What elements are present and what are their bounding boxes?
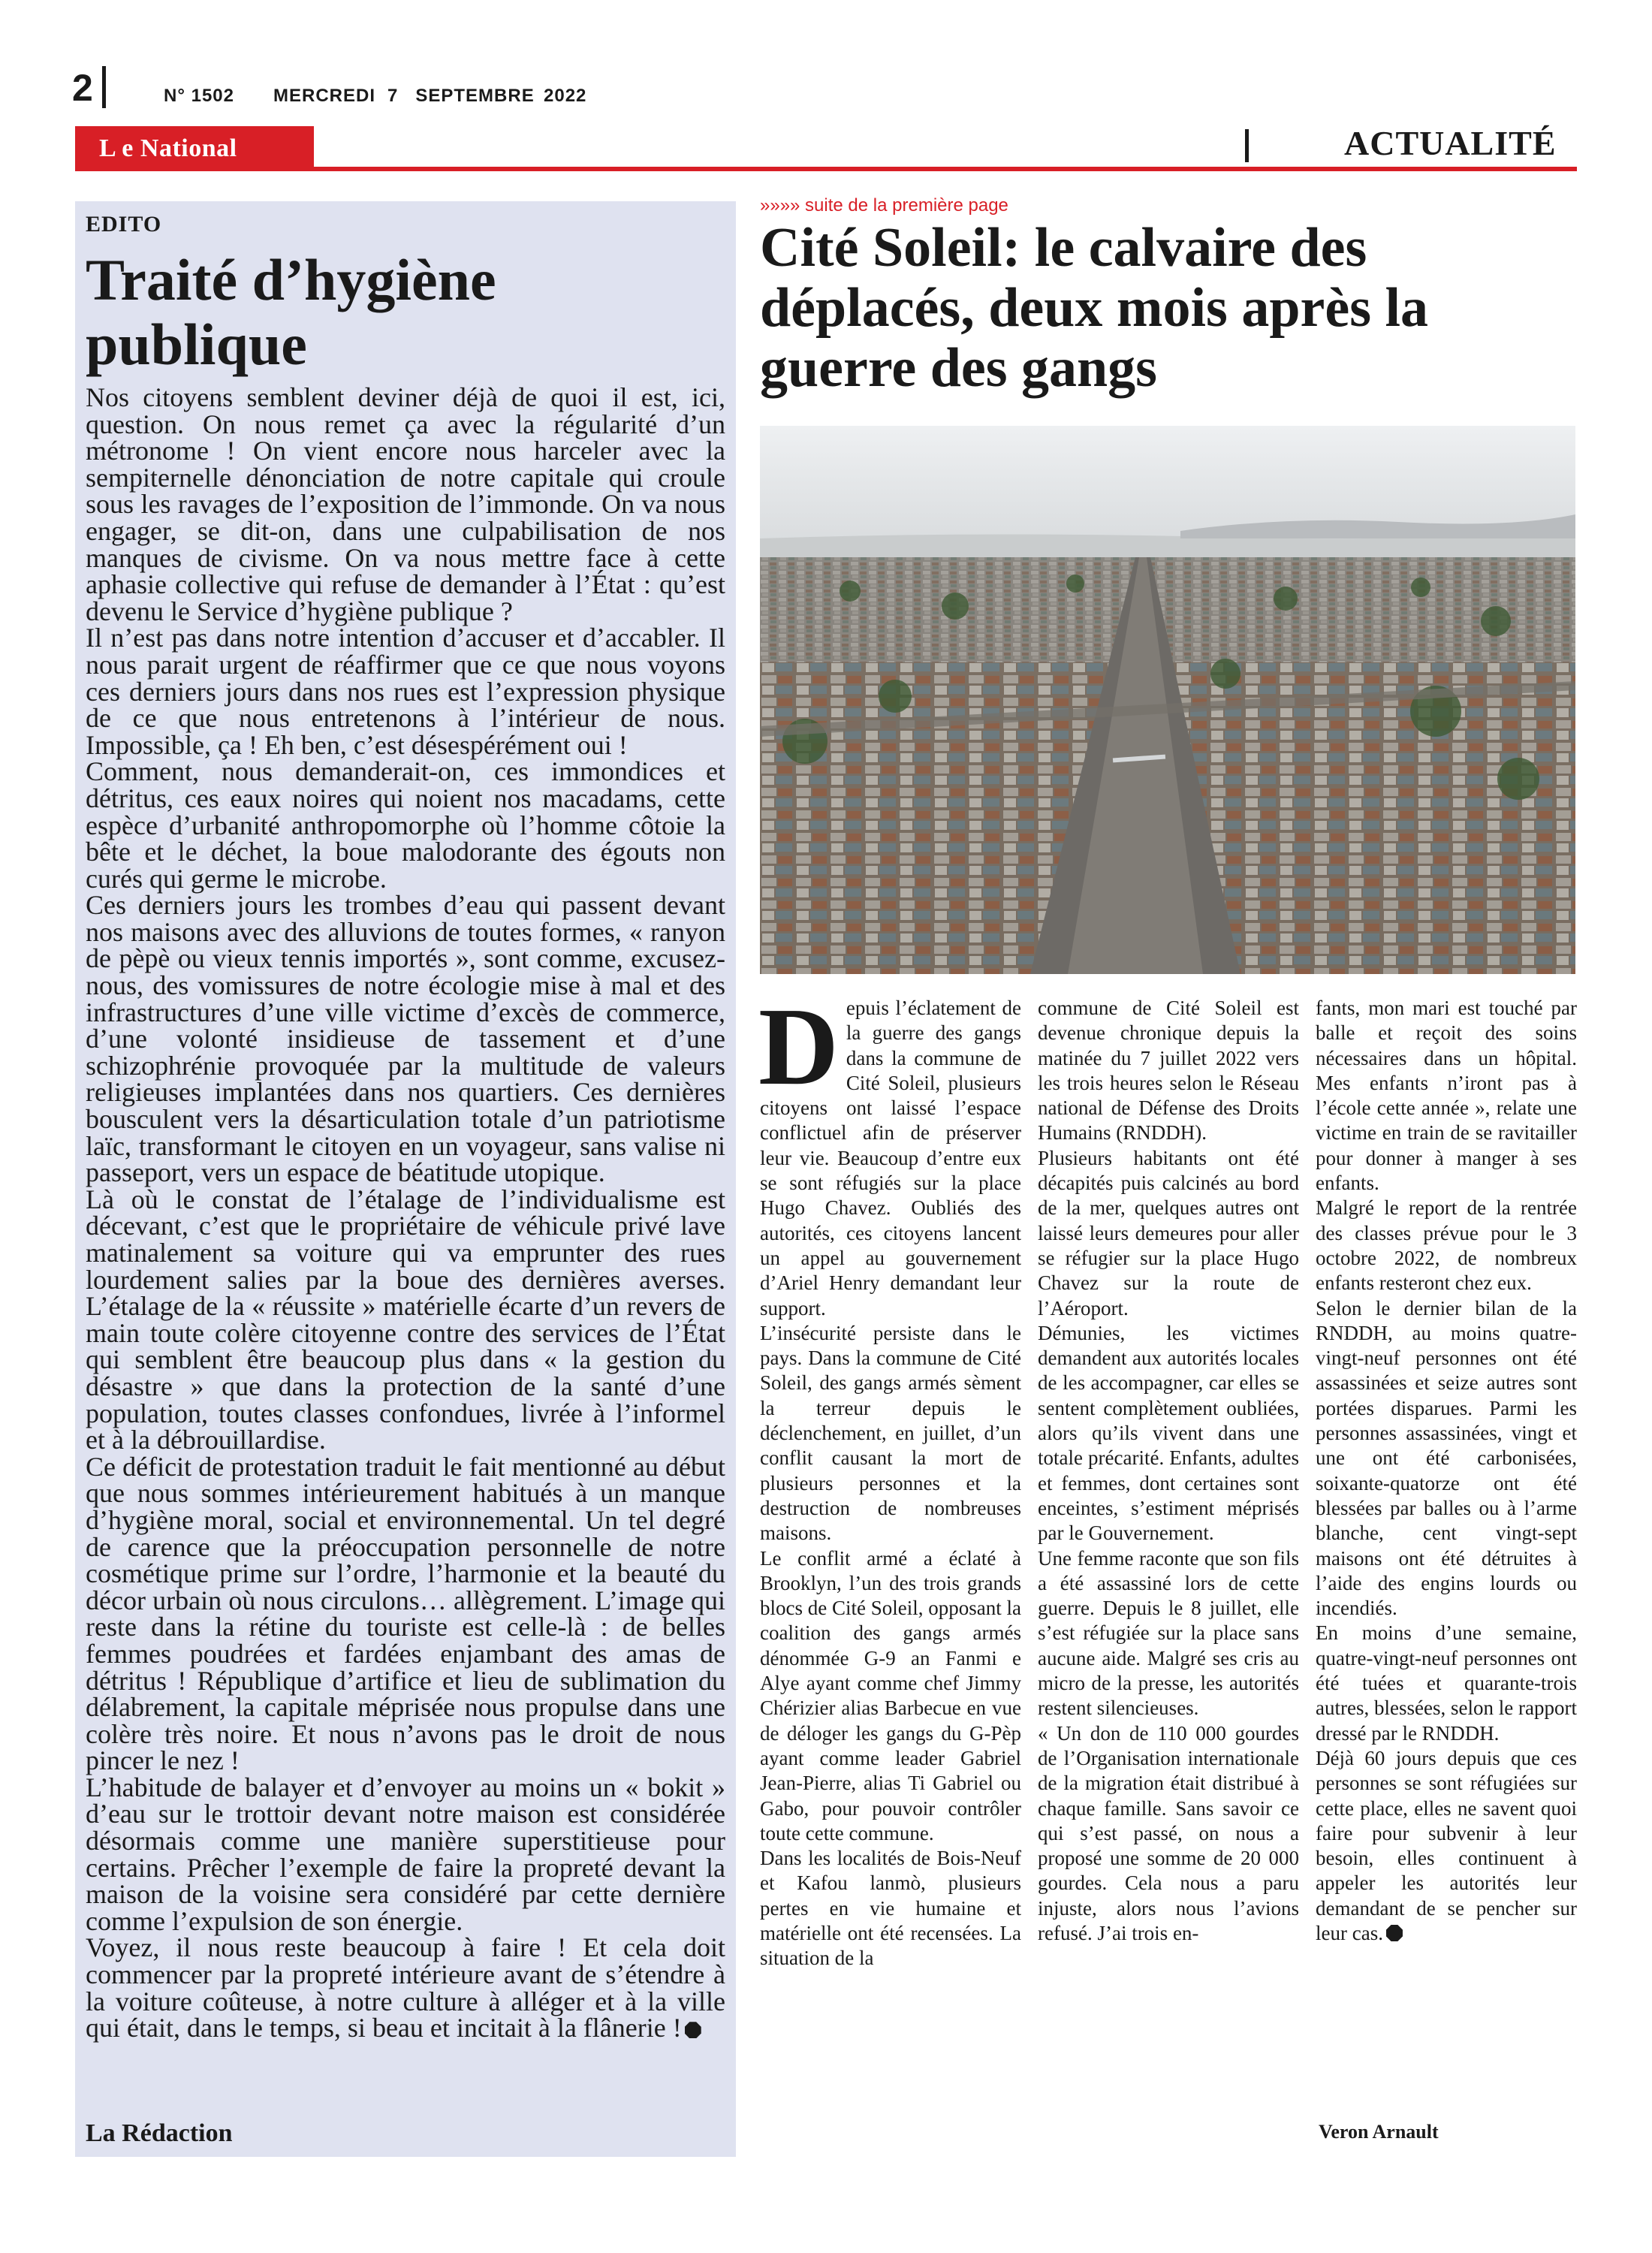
article-paragraph-text: epuis l’éclatement de la guerre des gangs dans la commune de Cité Soleil, plusieurs citoyens ont laissé l’espace conflictuel afin de préserver leur vie. Beaucoup d’entre eux se sont réfugiés sur la place Hugo Chavez. Oubliés des autorités, ces citoyens lancent un appel au gouvernement d’Ariel Henry demandant leur support. [760,997,1021,1320]
page-number-divider [102,66,106,108]
edito-signature: La Rédaction [86,2119,233,2147]
article-paragraph-last [1316,1746,1577,1946]
article-paragraph: L’insécurité persiste dans le pays. Dans la commune de Cité Soleil, des gangs armés sèment la terreur depuis le déclenchement, en juillet, d’un conflit causant la mort de plusieurs personnes et la destruction de nombreuses maisons. [760,1321,1021,1545]
issue-day: MERCREDI [273,86,376,106]
article-column-2 [1038,996,1299,1946]
edito-paragraph: Comment, nous demanderait-on, ces immondices et détritus, ces eaux noires qui noient nos macadams, cette espèce d’urbanité anthropomorphe où l’homme côtoie la bête et le déchet, la boue malodorante des égouts non curés qui germe le microbe. [86,756,725,894]
article-paragraph: fants, mon mari est touché par balle et reçoit des soins nécessaires dans un hôpital. Mes enfants n’iront pas à l’école cette année », relate une victime en train de se ravitailler pour donner à manger à ses enfants. [1316,997,1577,1195]
edito-paragraph: Ces derniers jours les trombes d’eau qui passent devant nos maisons avec des alluvions de toutes formes, « ranyon de pèpè ou vieux tennis importés », sont comme, excusez-nous, des vomissures de notre écologie mise à mal et des infrastructures d’une ville victime d’excès de commerce, d’une volonté insidieuse de tassement et d’une schizophrénie provoquée par la multitude de valeurs religieuses implantées dans nos quartiers. Ces dernières bousculent vers la désarticulation totale d’un patriotisme laïc, transformant le citoyen en un voyageur, sans valise ni passeport, vers un espace de béatitude utopique. [86,890,725,1188]
issue-date: 7 SEPTEMBRE [387,86,535,106]
section-divider [1245,129,1249,162]
article-column-1 [758,985,1021,1971]
article-author: Veron Arnault [1319,2121,1439,2143]
edito-paragraph-last [86,1932,725,2043]
article-kicker: »»»» suite de la première page [760,195,1008,216]
edito-paragraph-text: Voyez, il nous reste beaucoup à faire ! Et cela doit commencer par la propreté intérieure avant de s’étendre à la voiture coûteuse, à notre culture à alléger et à la ville qui était, dans le temps, si beau et incitait à la flânerie ! [86,1932,725,2043]
end-mark-icon [1386,1925,1403,1941]
edito-paragraph: Nos citoyens semblent deviner déjà de quoi il est, ici, question. On nous remet ça avec la régularité d’un métronome ! On vient encore nous harceler avec la sempiternelle dénonciation de notre capitale qui croule sous les ravages de l’exposition de l’immonde. On va nous engager, se dit-on, dans une culpabilisation de nos manques de civisme. On va nous mettre face à cette aphasie collective qui refuse de demander à l’État : qu’est devenu le Service d’hygiène publique ? [86,382,725,626]
article-column-3 [1316,996,1577,1946]
aerial-city-photo [760,426,1575,974]
end-mark-icon [685,2022,701,2038]
article-paragraph: Malgré le report de la rentrée des classes prévue pour le 3 octobre 2022, de nombreux enfants resteront chez eux. [1316,1196,1577,1295]
drop-cap: D [758,985,839,1108]
header-rule [75,167,1577,171]
issue-number: N° 1502 [164,86,234,106]
edito-label: EDITO [86,212,162,237]
section-label: ACTUALITÉ [1344,124,1557,162]
page-number: 2 [72,67,93,109]
article-paragraph-text: Déjà 60 jours depuis que ces personnes se sont réfugiées sur cette place, elles ne savent quoi faire pour subvenir à leur besoin, elles continuent à appeler les autorités leur demandant de se pencher sur leur cas. [1316,1746,1577,1944]
edito-paragraph: L’habitude de balayer et d’envoyer au moins un « bokit » d’eau sur le trottoir devant notre maison est considérée désormais comme une manière superstitieuse pour certains. Prêcher l’exemple de faire la propreté devant la maison de la voisine sera considéré par cette dernière comme l’expulsion de son énergie. [86,1772,725,1936]
article-paragraph: Une femme raconte que son fils a été assassiné lors de cette guerre. Depuis le 8 juillet, elle s’est réfugiée sur la place sans aucune aide. Malgré ses cris au micro de la presse, les autorités restent silencieuses. [1038,1546,1299,1720]
edito-title: Traité d’hygiène publique [86,247,496,377]
article-paragraph: Plusieurs habitants ont été décapités puis calcinés au bord de la mer, quelques autres ont laissé leurs demeures pour aller se réfugier sur la place Hugo Chavez sur la route de l’Aéroport. [1038,1146,1299,1320]
article-paragraph [758,985,1021,1321]
article-paragraph: Dans les localités de Bois-Neuf et Kafou lanmò, plusieurs pertes en vie humaine et matérielle ont été recensées. La situation de la [760,1847,1021,1970]
edito-body [86,382,725,2043]
article-paragraph: Selon le dernier bilan de la RNDDH, au moins quatre-vingt-neuf personnes ont été assassinées et seize autres sont portées disparues. Parmi les personnes assassinées, vingt et une ont été carbonisées, soixante-quatorze ont été blessées par balles ou à l’arme blanche, cent vingt-sept maisons ont été détruites à l’aide des engins lourds ou incendiés. [1316,1296,1577,1620]
brand-name: L e National [99,134,237,162]
article-paragraph: En moins d’une semaine, quatre-vingt-neuf personnes ont été tuées et quarante-trois autres, blessées, selon le rapport dressé par le RNDDH. [1316,1621,1577,1745]
edito-paragraph: Ce déficit de protestation traduit le fait mentionné au début que nous sommes intérieurement habitués à un manque d’hygiène moral, social et environnemental. Un tel degré de carence que la préoccupation personnelle de notre cosmétique prime sur l’ordre, l’harmonie et la beauté du décor urbain où nous circulons… allègrement. L’image qui reste dans la rétine du touriste est celle-là : de belles femmes poudrées et fardées enjambant des amas de détritus ! République d’artifice et lieu de sublimation du délabrement, la capitale méprisée nous propulse dans une colère très noire. Et nous n’avons pas le droit de nous pincer le nez ! [86,1451,725,1776]
article-paragraph: Le conflit armé a éclaté à Brooklyn, l’un des trois grands blocs de Cité Soleil, opposant la coalition des gangs armés dénommée G-9 an Fanmi e Alye ayant comme chef Jimmy Chérizier alias Barbecue en vue de déloger les gangs du G-Pèp ayant comme leader Gabriel Jean-Pierre, alias Ti Gabriel ou Gabo, pour pouvoir contrôler toute cette commune. [760,1546,1021,1844]
edito-paragraph: Là où le constat de l’étalage de l’individualisme est décevant, c’est que le propriétaire de véhicule privé lave matinalement sa voiture qui va emprunter des rues lourdement salies par la boue des dernières averses. L’étalage de la « réussite » matérielle écarte d’un revers de main toute colère citoyenne contre des services de l’État qui semblent être beaucoup plus dans « la gestion du désastre » que dans la protection de la santé d’une population, toutes classes confondues, livrée à l’informel et à la débrouillardise. [86,1184,725,1455]
article-paragraph: « Un don de 110 000 gourdes de l’Organisation internationale de la migration était distribué à chaque famille. Sans savoir ce qui s’est passé, on nous a proposé une somme de 20 000 gourdes. Cela nous a paru injuste, alors nous l’avions refusé. J’ai trois en- [1038,1721,1299,1944]
article-headline: Cité Soleil: le calvaire des déplacés, deux mois après la guerre des gangs [760,217,1429,399]
edito-paragraph: Il n’est pas dans notre intention d’accuser et d’accabler. Il nous parait urgent de réaffirmer que ce que nous voyons ces derniers jours dans nos rues est l’expression physique de ce que nous entretenons à l’intérieur de nous. Impossible, ça ! Eh ben, c’est désespérément oui ! [86,623,725,760]
issue-year: 2022 [544,86,587,106]
article-paragraph: Démunies, les victimes demandent aux autorités locales de les accompagner, car elles se sentent complètement oubliées, alors qu’ils vivent dans une totale précarité. Enfants, adultes et femmes, dont certaines sont enceintes, s’estiment méprisés par le Gouvernement. [1038,1321,1299,1545]
article-paragraph: commune de Cité Soleil est devenue chronique depuis la matinée du 7 juillet 2022 vers les trois heures selon le Réseau national de Défense des Droits Humains (RNDDH). [1038,997,1299,1145]
